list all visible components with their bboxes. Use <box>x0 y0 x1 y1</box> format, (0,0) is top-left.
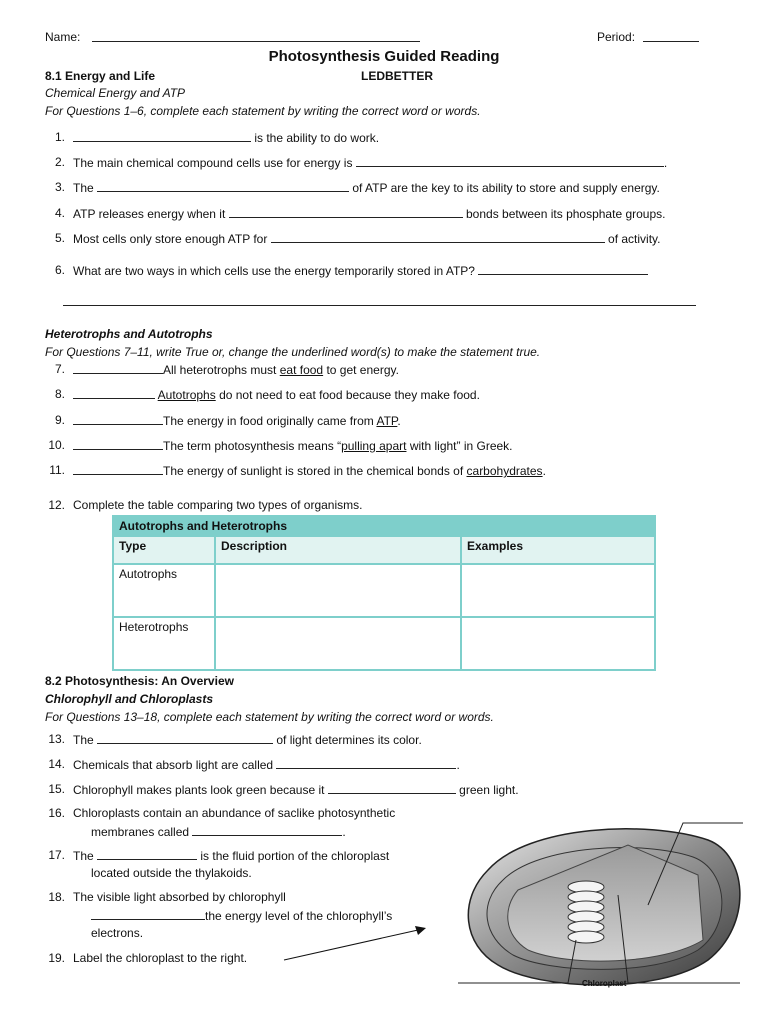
chloroplast-diagram <box>448 815 748 995</box>
period-label: Period: <box>597 30 636 44</box>
answer-blank-14[interactable] <box>276 757 456 769</box>
row-label-heterotrophs: Heterotrophs <box>113 617 215 670</box>
question-18-line2: the energy level of the chlorophyll’s <box>91 908 392 923</box>
answer-blank-9[interactable] <box>73 413 163 425</box>
page-title: Photosynthesis Guided Reading <box>268 48 500 65</box>
cell-autotrophs-description[interactable] <box>215 564 461 617</box>
col-header-type: Type <box>113 536 215 564</box>
instructions-q1-6: For Questions 1–6, complete each statement by writing the correct word or words. <box>45 104 481 118</box>
question-16-line2: membranes called . <box>91 825 346 839</box>
chloroplast-shape <box>468 829 740 985</box>
answer-blank-1[interactable] <box>73 130 251 142</box>
instructions-q7-11: For Questions 7–11, write True or, change the underlined word(s) to make the statement true. <box>45 345 541 359</box>
diagram-caption: Chloroplast <box>582 979 627 988</box>
table-title: Autotrophs and Heterotrophs <box>113 516 655 536</box>
answer-blank-17[interactable] <box>97 848 197 860</box>
question-17-line2: located outside the thylakoids. <box>91 866 252 880</box>
instructions-q13-18: For Questions 13–18, complete each statement by writing the correct word or words. <box>45 710 494 724</box>
question-18-line3: electrons. <box>91 926 144 940</box>
organisms-table <box>112 515 656 671</box>
answer-blank-13[interactable] <box>97 732 273 744</box>
teacher-name: LEDBETTER <box>361 69 433 83</box>
subheading-chemical-energy: Chemical Energy and ATP <box>45 86 186 100</box>
arrow-to-diagram <box>280 922 430 964</box>
subheading-chlorophyll: Chlorophyll and Chloroplasts <box>45 692 214 706</box>
cell-heterotrophs-examples[interactable] <box>461 617 655 670</box>
section-heading-8-1: 8.1 Energy and Life <box>45 69 156 83</box>
col-header-description: Description <box>215 536 461 564</box>
answer-blank-5[interactable] <box>271 231 605 243</box>
answer-blank-8[interactable] <box>73 387 155 399</box>
answer-blank-2[interactable] <box>356 155 664 167</box>
row-label-autotrophs: Autotrophs <box>113 564 215 617</box>
answer-blank-4[interactable] <box>229 206 463 218</box>
cell-autotrophs-examples[interactable] <box>461 564 655 617</box>
name-field[interactable] <box>92 30 420 42</box>
answer-blank-3[interactable] <box>97 180 349 192</box>
period-field[interactable] <box>643 30 699 42</box>
answer-blank-6a[interactable] <box>478 263 648 275</box>
answer-blank-15[interactable] <box>328 782 456 794</box>
section-heading-8-2: 8.2 Photosynthesis: An Overview <box>45 674 234 688</box>
answer-blank-6b[interactable] <box>63 294 696 306</box>
answer-blank-7[interactable] <box>73 362 163 374</box>
subheading-heterotrophs: Heterotrophs and Autotrophs <box>45 327 213 341</box>
answer-blank-16[interactable] <box>192 824 342 836</box>
cell-heterotrophs-description[interactable] <box>215 617 461 670</box>
answer-blank-10[interactable] <box>73 438 163 450</box>
col-header-examples: Examples <box>461 536 655 564</box>
answer-blank-18[interactable] <box>91 908 205 920</box>
name-label: Name: <box>45 30 81 44</box>
answer-blank-11[interactable] <box>73 463 163 475</box>
